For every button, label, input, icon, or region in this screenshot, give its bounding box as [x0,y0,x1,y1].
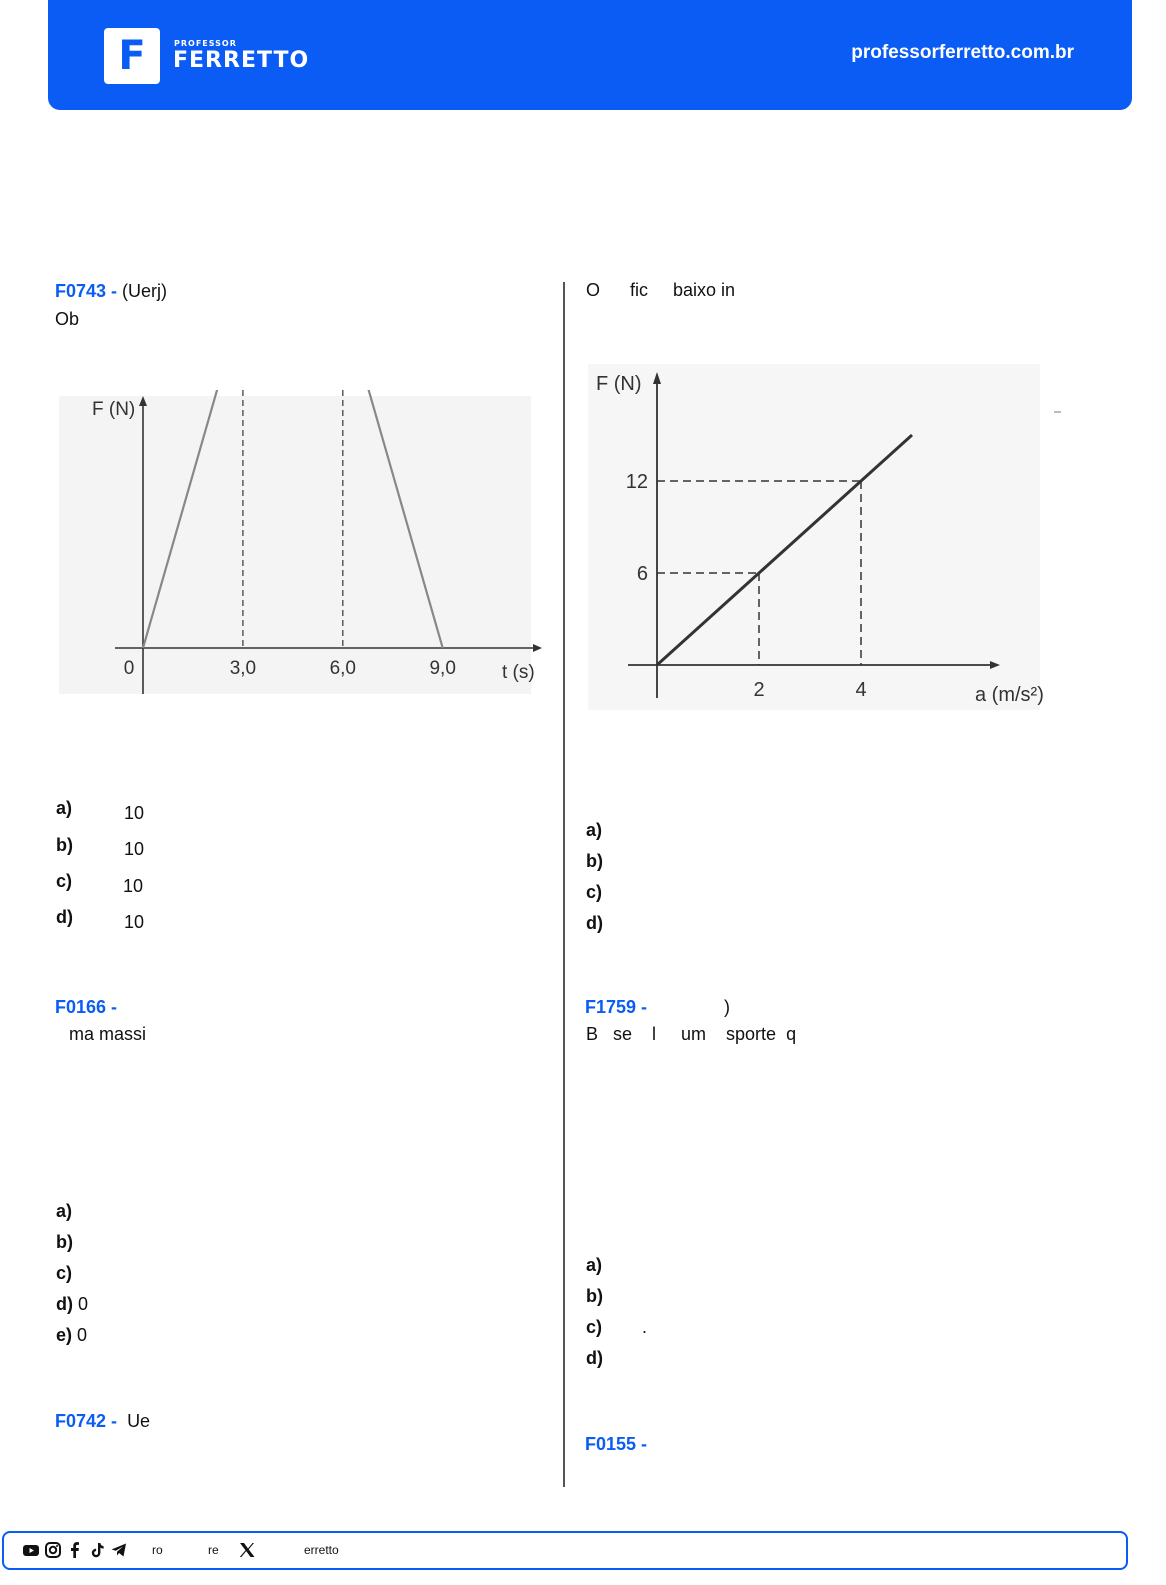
page-footer [2,1531,1128,1570]
question-text: Ob [55,309,80,329]
question-f0166-title [55,997,122,1018]
option-d[interactable]: d) [586,913,603,933]
logo-title: FERRETTO [173,48,310,73]
option-c[interactable]: c) . [586,1317,648,1337]
tiktok-icon[interactable] [88,1541,106,1559]
question-code: F0742 - [55,1411,123,1431]
y-axis-label: F (N) [596,373,642,395]
footer-text: ro [152,1543,163,1557]
option-c-value: 10 [123,876,144,896]
facebook-icon[interactable] [66,1541,84,1559]
y-tick-label: 6 [636,563,648,586]
option-b-value: 10 [124,839,145,859]
x-tick-label: 0 [123,658,135,679]
logo-letter: F [118,33,146,79]
option-c[interactable]: c) [586,882,603,902]
question-f0743-title [55,281,167,302]
option-b[interactable]: b) [586,851,603,871]
x-axis-arrow [533,644,542,652]
option-d[interactable]: d) [586,1348,603,1368]
option-b[interactable]: b) [586,1286,603,1306]
footer-text: erretto [304,1543,339,1557]
option-d-value: 10 [124,912,145,932]
option-b[interactable]: b) [56,835,73,855]
telegram-icon[interactable] [110,1541,128,1559]
site-link[interactable]: professorferretto.com.br [851,42,1074,63]
column-divider [563,282,565,1487]
x-axis-label: t (s) [502,662,535,683]
x-tick-label: 3,0 [229,658,257,679]
youtube-icon[interactable] [22,1541,40,1559]
option-c[interactable]: c) [56,871,73,891]
question-source: (Uerj) [122,281,168,301]
x-tick-label: 6,0 [329,658,357,679]
option-a[interactable]: a) [56,798,73,818]
question-source: ) [724,997,731,1017]
y-tick-label: 12 [625,471,648,494]
option-a[interactable]: a) [586,1255,603,1275]
question-f0155-title [585,1434,652,1455]
question-source: Ue [127,1411,151,1431]
force-acceleration-chart [586,360,1066,716]
option-a-value: 10 [124,803,145,823]
question-text: B se l um sporte q [586,1024,797,1044]
option-d[interactable]: d) 0 [56,1294,89,1314]
footer-text: re [208,1543,219,1557]
x-axis-label: a (m/s²) [975,684,1044,706]
page-header [48,0,1132,110]
instagram-icon[interactable] [44,1541,62,1559]
option-a[interactable]: a) [586,820,603,840]
option-b[interactable]: b) [56,1232,73,1252]
x-twitter-icon[interactable] [238,1541,256,1559]
question-text: O fic baixo in [586,280,736,300]
logo-mark [104,28,160,84]
x-tick-label: 2 [753,679,765,701]
option-c[interactable]: c) [56,1263,73,1283]
question-code: F0155 - [585,1434,653,1454]
option-e[interactable]: e) 0 [56,1325,88,1345]
option-a[interactable]: a) [56,1201,73,1221]
question-code: F1759 - [585,997,653,1017]
y-axis-label: F (N) [92,399,136,420]
question-f1759-title [585,997,730,1018]
question-code: F0166 - [55,997,123,1017]
x-tick-label: 4 [855,679,867,701]
x-tick-label: 9,0 [429,658,456,679]
question-f0742-title [55,1411,150,1432]
question-code: F0743 - [55,281,123,301]
logo-subtitle: PROFESSOR [174,39,237,48]
option-d[interactable]: d) [56,907,73,927]
force-time-chart [55,390,547,700]
question-text: ma massi [69,1024,147,1044]
